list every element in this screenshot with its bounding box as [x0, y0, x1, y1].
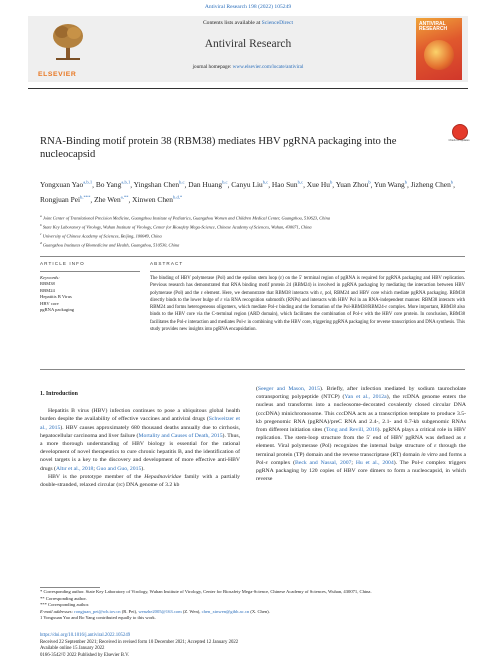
affiliation — [40, 213, 465, 222]
body-column-right — [256, 385, 466, 483]
introduction-heading: 1. Introduction — [40, 391, 78, 397]
journal-name: Antiviral Research — [204, 38, 292, 50]
author[interactable] — [411, 180, 453, 189]
author[interactable] — [134, 180, 185, 189]
footnote — [40, 589, 465, 596]
keyword: Hepatitis B Virus — [40, 294, 72, 300]
author[interactable] — [188, 180, 227, 189]
affiliation-key: a — [40, 214, 42, 218]
author-affiliation-marker[interactable]: b — [404, 180, 408, 185]
author[interactable] — [94, 195, 128, 204]
email-link[interactable]: wenzhe2005@163.com — [138, 608, 182, 614]
author-name[interactable]: Yuan Zhou — [335, 180, 369, 190]
issn-copyright: 0166-3542/© 2022 Published by Elsevier B.V. — [40, 652, 130, 658]
citation-link[interactable]: Tong and Revill, 2016 — [325, 427, 378, 434]
email-link[interactable]: chen_xinwen@gibh.ac.cn — [201, 608, 250, 614]
citation-link[interactable]: Hu et al., 2004 — [355, 459, 394, 466]
footnote — [40, 609, 465, 616]
email-label: E-mail addresses: — [40, 608, 75, 614]
author-affiliation-marker[interactable]: a,b,1 — [121, 180, 131, 185]
author-affiliation-marker[interactable]: b,c — [297, 180, 304, 185]
author-name[interactable]: Dan Huang — [188, 180, 223, 190]
citation-link[interactable]: Mortality and Causes of Death, 2015 — [138, 432, 223, 439]
text-run: and forms a Pol-ε complex ( — [256, 451, 466, 466]
italic-term: in vitro — [421, 451, 438, 458]
cover-title: ANTIVIRAL RESEARCH — [419, 21, 448, 33]
author[interactable] — [132, 195, 182, 204]
keyword: RBM24 — [40, 287, 55, 293]
journal-cover-image[interactable] — [416, 18, 462, 80]
footnote-text: * Corresponding author. State Key Laboratory of Virology, Wuhan Institute of Virology, Center for Biosafety Mega-Science, Chinese Academy of Sciences, Wuhan, 430071, China. — [40, 589, 372, 594]
affiliation-key: c — [40, 231, 42, 236]
text-run: ). — [141, 465, 145, 472]
author-name[interactable]: Yingshan Chen — [133, 180, 180, 190]
footnote — [40, 615, 465, 622]
author-name[interactable]: Bo Yang — [95, 180, 122, 190]
article-info-heading: ARTICLE INFO — [40, 261, 85, 266]
affiliation — [40, 231, 465, 240]
author[interactable] — [96, 180, 130, 189]
author-affiliation-marker[interactable]: b — [329, 180, 333, 185]
author-name[interactable]: Rongjuan Pei — [40, 195, 81, 205]
keywords-label: Keywords: — [40, 275, 60, 280]
keyword: HBV core — [40, 300, 59, 306]
article-title: RNA-Binding motif protein 38 (RBM38) mediates HBV pgRNA packaging into the nucleocapsid — [40, 136, 397, 160]
author[interactable] — [40, 180, 92, 189]
body-paragraph — [256, 385, 466, 483]
author-affiliation-marker[interactable]: a,b,1 — [83, 180, 93, 185]
section-divider — [40, 256, 465, 257]
journal-homepage-link[interactable]: www.elsevier.com/locate/antiviral — [232, 64, 304, 70]
footnote-text: ** Corresponding author. — [40, 595, 87, 601]
affiliation-text: Joint Center of Translational Precision Medicine, Guangzhou Institute of Pediatrics, Guangzhou Women and Children Medical Center, Guangzhou, 510623, China — [42, 215, 331, 221]
abstract-divider — [150, 271, 465, 272]
author-name[interactable]: Zhe Wen — [94, 195, 121, 205]
keyword: pgRNA packaging — [40, 307, 75, 313]
author[interactable] — [374, 180, 407, 189]
abstract-end-divider — [40, 369, 465, 370]
footnote-divider — [40, 587, 100, 588]
footnote-text: (Z. Wen), — [181, 608, 202, 614]
author-name[interactable]: Hao Sun — [271, 180, 298, 190]
footnote — [40, 596, 465, 603]
author-affiliation-marker[interactable]: b — [450, 180, 454, 185]
author-name[interactable]: Yongxuan Yao — [40, 180, 84, 190]
affiliation-text: State Key Laboratory of Virology, Wuhan Institute of Virology, Center for Biosafety Mega-Science, Chinese Academy of Sciences, Wuhan, 430071, China — [42, 224, 312, 230]
running-head[interactable]: Antiviral Research 198 (2022) 105249 — [204, 4, 292, 10]
citation-link[interactable]: Yan et al., 2012a — [344, 394, 387, 401]
text-run: ; — [93, 465, 97, 472]
email-link[interactable]: rongjuan_pei@wh.iov.cn — [74, 608, 121, 614]
abstract-heading: ABSTRACT — [150, 261, 184, 266]
author[interactable] — [336, 180, 371, 189]
text-run: Hepatitis B virus (HBV) infection continues to pose a ubiquitous global health burden despite the availability of effective vaccines and antiviral drugs ( — [40, 408, 240, 423]
text-run: ). Thus, a more thorough understanding of HBV biology is essential for the rational development of novel therapeutics to cure chronic hepatitis B, and the identification of novel targets is a key to the discovery and development of more effective anti-HBV drugs ( — [40, 432, 240, 472]
abstract-text: The binding of HBV polymerase (Pol) and the epsilon stem loop (ε) on the 5′ terminal region of pgRNA is required for pgRNA packaging and HBV replication. Previous research has demonstrated that RNA binding motif protein 24 (RBM24) is involved in pgRNA packaging by mediating the interaction between HBV polymerase (Pol) and the ε element. Here, we demonstrate that RBM38 interacts with ε, pol, RBM24 and HBV core which mediate pgRNA packaging. RBM38 directly binds to the lower bulge of ε via RNA recognition submotifs (RNPs) and interacts with HBV Pol in an RNA-independent manner. RBM38 interacts with RBM24 and forms heterogeneous oligomers, which mediate Pol-ε binding and the formation of the Pol-RBM38/RBM24-ε complex. More important, RBM38 also binds to the HBV core via the C-terminal region (ARD domain), which facilitates the combination of Pol-ε with the HBV core protein. In conclusion, RBM38 facilitates the Pol-ε interaction and mediates Pol-ε in combining with the HBV core, triggering pgRNA packaging for reverse transcription and DNA synthesis. This study provides new insights into pgRNA encapsidation. — [150, 276, 465, 333]
doi-link[interactable]: https://doi.org/10.1016/j.antiviral.2022.105249 — [40, 633, 131, 638]
journal-masthead — [28, 16, 468, 82]
italic-term: Hepadnaviridae — [144, 473, 182, 480]
text-run: ; — [351, 459, 356, 466]
article-info-divider — [40, 271, 140, 272]
sciencedirect-link[interactable]: ScienceDirect — [261, 20, 294, 26]
author-affiliation-marker[interactable]: b,c — [179, 180, 185, 185]
footnote-text: 1 Yongxuan Yao and Bo Yang contributed equally to this work. — [40, 615, 156, 621]
author-name[interactable]: Xue Hu — [306, 180, 330, 190]
affiliation-list — [40, 213, 465, 249]
affiliation-key: b — [40, 222, 42, 227]
author[interactable] — [40, 195, 90, 204]
contents-line: Contents lists available at ScienceDirect — [202, 20, 294, 26]
author-list: Yongxuan Yao$^{a,b,1}$, Bo Yang$^{a,b,1}$, Yingshan Chen$^{b,c}$, Dan Huang$^{b,c}$, Canyu Liu$^{b,c}$, Hao Sun$^{b,c}$, Xue Hu$^b$, Yuan Zhou$^b$, Yun Wang$^b$, Jizheng Chen$^b$, Rongjuan Pei$^{b,***}$, Zhe Wen$^{a,**}$, Xinwen Chen$^{b,d,*}$ — [40, 180, 455, 205]
affiliation — [40, 222, 465, 231]
received-dates: Received 22 September 2021; Received in revised form 10 December 2021; Accepted 12 January 2022 — [40, 639, 239, 645]
affiliation — [40, 240, 465, 249]
affiliation-text: Guangzhou Institutes of Biomedicine and Health, Guangzhou, 510530, China — [42, 242, 180, 248]
author-affiliation-marker[interactable]: b — [368, 180, 371, 185]
cover-virus-illustration — [424, 40, 454, 70]
footnote — [40, 602, 465, 609]
elsevier-wordmark: ELSEVIER — [38, 71, 77, 78]
journal-homepage-line: journal homepage: www.elsevier.com/locate/antiviral — [192, 64, 304, 70]
footnotes — [40, 589, 465, 622]
body-column-left — [40, 390, 240, 489]
text-run: ( — [256, 386, 258, 392]
citation-link[interactable]: Guo and Guo, 2015 — [96, 465, 142, 472]
citation-link[interactable]: Beck and Nassal, 2007 — [295, 459, 352, 466]
publication-info — [40, 633, 465, 659]
author[interactable] — [272, 180, 303, 189]
author-name[interactable]: Jizheng Chen — [410, 180, 451, 190]
crossmark-icon — [452, 124, 468, 140]
author[interactable] — [307, 180, 333, 189]
text-run: ). pgRNA plays a critical role in HBV replication. The stem-loop structure from the 5′ end of HBV pgRNA was defined as ε element. Viral polymerase (Pol) recognizes the internal bulge structure of ε through the terminal protein (TP) domain and the reverse transcriptase (RT) domain — [256, 427, 466, 458]
crossmark-label: Check for updates — [448, 139, 470, 142]
text-run: family with a partially double-stranded, relaxed circular (rc) DNA genome of 3.2 kb — [40, 473, 240, 489]
text-run: HBV is the prototype member of the — [48, 473, 145, 480]
keywords-block — [40, 275, 140, 313]
author-affiliation-marker[interactable]: a,** — [120, 194, 129, 200]
crossmark-badge[interactable] — [450, 124, 468, 144]
author-name[interactable]: Xinwen Chen — [132, 195, 174, 205]
author-affiliation-marker[interactable]: b,c — [222, 180, 228, 185]
text-run: ). Briefly, after infection mediated by sodium taurocholate cotransporting polypeptide (NTCP) ( — [256, 386, 467, 401]
keyword: RBM38 — [40, 281, 55, 287]
citation-link[interactable]: Altır et al., 2018 — [55, 465, 94, 472]
footnote-text: (R. Pei), — [120, 608, 139, 614]
citation-link[interactable]: Schweitzer et al., 2015 — [40, 416, 240, 431]
body-paragraph — [40, 407, 240, 473]
masthead-divider — [28, 88, 468, 89]
author-affiliation-marker[interactable]: b,*** — [80, 194, 91, 200]
text-run: ). The Pol-ε complex triggers pgRNA packaging by 120 copies of HBV core dimers to form a nucleocapsid, in which reverse — [256, 459, 466, 483]
author-name[interactable]: Canyu Liu — [231, 180, 263, 190]
available-online: Available online 15 January 2022 — [40, 646, 105, 652]
affiliation-text: University of Chinese Academy of Sciences, Beijing, 100049, China — [42, 233, 162, 239]
citation-link[interactable]: Seeger and Mason, 2015 — [257, 386, 320, 392]
author-affiliation-marker[interactable]: b,c — [262, 180, 269, 185]
author-affiliation-marker[interactable]: b,d,* — [173, 194, 183, 200]
author[interactable] — [231, 180, 268, 189]
text-run: ). HBV causes approximately 680 thousand deaths annually due to cirrhosis, hepatocellular carcinoma and liver failure ( — [40, 424, 240, 439]
text-run: ), the rcDNA genome enters the nucleus and transforms into a nucleosome-decorated covalently closed circular DNA (cccDNA) minichromosome. This cccDNA acts as a transcription template to produce 3.5-kb pregenomic RNA (pgRNA)/preC RNA and 2.4-, 2.1- and 0.7-kb subgenomic RNAs from different initiation sites ( — [256, 394, 466, 434]
footnote-text: *** Corresponding author. — [40, 602, 90, 608]
author-name[interactable]: Yun Wang — [374, 180, 405, 190]
body-paragraph — [40, 473, 240, 489]
footnote-text: (X. Chen). — [249, 608, 270, 614]
affiliation-key: d — [40, 240, 42, 245]
